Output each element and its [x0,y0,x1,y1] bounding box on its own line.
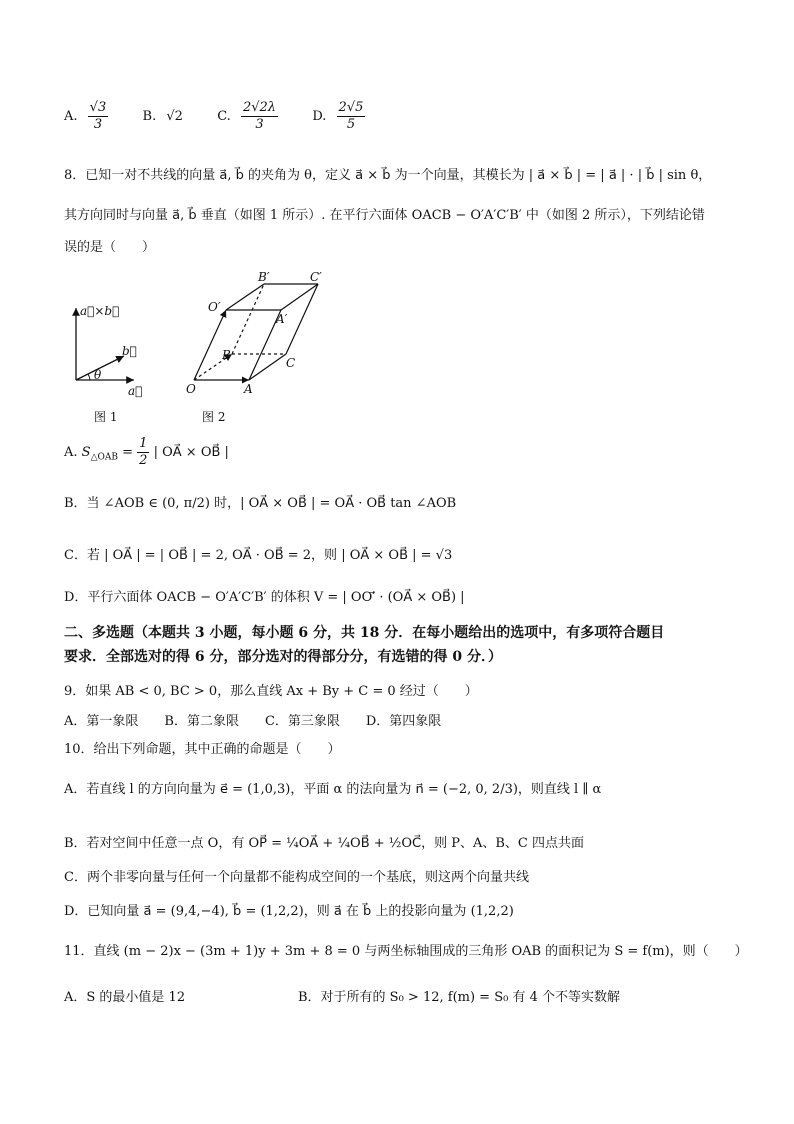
q10-option-d: D．已知向量 a⃗ = (9,4,−4), b⃗ = (1,2,2)，则 a⃗ 在 b⃗ 上的投影向量为 (1,2,2) [64,904,514,919]
q8-figures [64,270,334,430]
q8-option-d: D．平行六面体 OACB − O′A′C′B′ 的体积 V = | OO′⃗ · (OA⃗ × OB⃗) | [64,590,465,605]
fig2-label-C1: C′ [310,270,322,284]
section2-title-line-2: 要求．全部选对的得 6 分，部分选对的得部分分，有选错的得 0 分．） [64,649,502,665]
q7-options [64,100,365,133]
fig1-axb-label: a⃗×b⃗ [80,304,120,318]
q11-option-a: A．S 的最小值是 12 [64,990,186,1005]
q7-option-a-fraction: $\frac{√3}{3}$ [89,100,107,132]
q8-option-c: C．若 | OA⃗ | = | OB⃗ | = 2, OA⃗ · OB⃗ = 2，则 | OA⃗ × OB⃗ | = √3 [64,548,453,563]
q8-figures-svg [64,270,334,430]
q9-stem: 9．如果 AB < 0, BC > 0，那么直线 Ax + By + C = 0 经过（ ） [64,684,478,699]
fig1-a-label: a⃗ [128,384,143,398]
fig2-label-B: B [222,348,231,362]
q7-option-a-label: A. [64,109,78,124]
q11-option-b: B．对于所有的 S₀ > 12, f(m) = S₀ 有 4 个不等实数解 [298,990,620,1005]
fig2-label-B1: B′ [258,270,270,284]
section2-title-line-1: 二、多选题（本题共 3 小题，每小题 6 分，共 18 分．在每小题给出的选项中，有多项符合题目 [64,625,665,641]
fig1-angle-arc [88,374,90,380]
q8-stem-line-3: 误的是（ ） [64,240,156,255]
q8-option-a-fraction: $\frac{1}{2}$ [139,436,148,468]
q8-stem-line-1: 8．已知一对不共线的向量 a⃗, b⃗ 的夹角为 θ，定义 a⃗ × b⃗ 为一个向量，其模长为 | a⃗ × b⃗ | = | a⃗ | · | b⃗ | sin θ， [64,168,712,183]
q10-option-a: A．若直线 l 的方向向量为 e⃗ = (1,0,3)，平面 α 的法向量为 n⃗ = (−2, 0, 2/3)，则直线 l ∥ α [64,782,602,797]
q7-option-c-label: C. [217,109,231,124]
q11-stem: 11．直线 (m − 2)x − (3m + 1)y + 3m + 8 = 0 与两坐标轴围成的三角形 OAB 的面积记为 S = f(m)，则（ ） [64,944,748,959]
fig1-caption: 图 1 [94,410,118,424]
fig2-label-O: O [186,382,196,396]
fig2-label-A: A [244,382,253,396]
q7-option-d-fraction: $\frac{2√5}{5}$ [338,100,364,132]
q10-option-c: C．两个非零向量与任何一个向量都不能构成空间的一个基底，则这两个向量共线 [64,870,529,885]
q8-option-a: A. $S_{\triangle OAB}$ = $\frac{1}{2}$ | OA⃗ × OB⃗ | [64,436,229,468]
fig2-edge-CC1 [286,284,318,354]
fig2-label-A1: A′ [276,312,288,326]
fig1-b-label: b⃗ [122,344,137,358]
q10-stem: 10．给出下列命题，其中正确的命题是（ ） [64,742,341,757]
fig1-theta-label: θ [94,368,102,382]
q7-option-b-label: B. [142,109,157,124]
fig2-label-O1: O′ [208,300,221,314]
q9-options: A．第一象限 B．第二象限 C．第三象限 D．第四象限 [64,714,442,729]
q7-option-d-label: D. [312,109,327,124]
q10-option-b: B．若对空间中任意一点 O，有 OP⃗ = ¼OA⃗ + ¼OB⃗ + ½OC⃗，则 P、A、B、C 四点共面 [64,836,585,851]
q7-option-c-fraction: $\frac{2√2\lambda}{3}$ [242,100,277,132]
q8-option-b: B．当 ∠AOB ∈ (0, π/2) 时，| OA⃗ × OB⃗ | = OA⃗ · OB⃗ tan ∠AOB [64,496,457,511]
fig2-label-C: C [286,356,296,370]
q8-stem-line-2: 其方向同时与向量 a⃗, b⃗ 垂直（如图 1 所示）. 在平行六面体 OACB − O′A′C′B′ 中（如图 2 所示），下列结论错 [64,208,705,223]
fig2-caption: 图 2 [202,410,226,424]
q7-option-b-value: √2 [166,109,183,124]
